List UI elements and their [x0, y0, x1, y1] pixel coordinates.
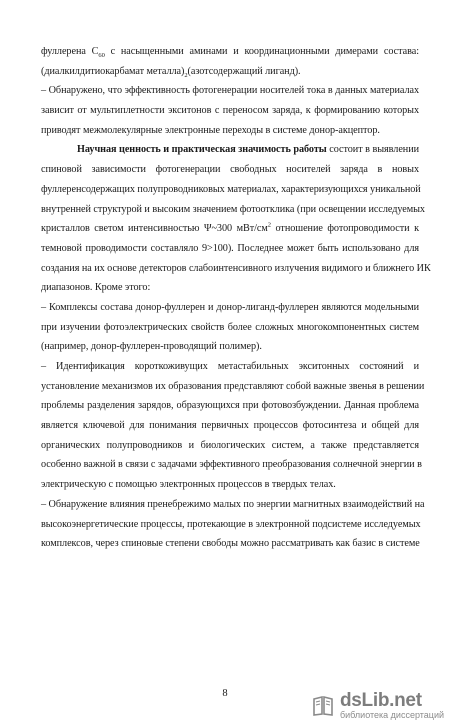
text-run: электрическую с помощью электронных процессов в твердых телах. [41, 479, 336, 491]
text-line [41, 200, 425, 220]
text-line [41, 515, 419, 535]
text-run: фуллеренсодержащих полупроводниковых материалах, характеризующихся уникальной [41, 183, 421, 195]
text-line [41, 259, 431, 279]
text-line [41, 81, 419, 101]
text-run: внутренней структурой и высоким значением фотоотклика (при освещении исследуемых [41, 203, 425, 215]
text-line [41, 219, 419, 239]
watermark [311, 691, 444, 720]
text-run: – Идентификация короткоживущих метастабильных экситонных состояний и [41, 361, 419, 372]
text-run: при изучении фотоэлектрических свойств более сложных многокомпонентных систем [41, 321, 419, 333]
text-line [41, 101, 419, 121]
text-run: создания на их основе детекторов слабоинтенсивного излучения видимого и ближнего ИК [41, 262, 431, 274]
body-text [41, 42, 431, 554]
text-run: зависит от мультиплетности экситонов с переносом заряда, к формированию которых [41, 105, 419, 117]
subscript: 60 [98, 52, 105, 60]
text-line [41, 475, 419, 495]
subscript: 2 [184, 71, 188, 79]
text-run: – Обнаружение влияния пренебрежимо малых по энергии магнитных взаимодействий на [41, 498, 425, 510]
superscript: 2 [267, 221, 271, 229]
text-line [41, 396, 419, 416]
text-run: (диалкилдитиокарбамат металла) [41, 65, 185, 77]
text-run: с насыщенными аминами и координационными димерами состава: [104, 46, 419, 57]
text-run: диапазонов. Кроме этого: [41, 282, 151, 294]
text-run: фуллерена С [41, 46, 99, 57]
text-run: проблемы разделения зарядов, образующихся при фотовозбуждении. Данная проблема [41, 400, 419, 412]
text-line [41, 140, 419, 160]
text-line [41, 298, 419, 318]
text-run: (азотсодержащий лиганд). [187, 65, 301, 77]
text-run: приводят межмолекулярные электронные переходы в системе донор-акцептор. [41, 124, 380, 136]
text-run: кристаллов светом интенсивностью Ψ~300 мВт/см [41, 223, 268, 235]
text-run: является ключевой для понимания первичных процессов фотосинтеза и общей для [41, 420, 419, 432]
text-run: комплексов, через спиновые степени свободы можно рассматривать как базис в системе [41, 538, 420, 550]
text-line [41, 62, 419, 82]
text-line [41, 455, 422, 475]
text-line [41, 416, 419, 436]
text-run: отношение фотопроводимости к [270, 223, 419, 235]
text-line [41, 160, 419, 180]
text-run: высокоэнергетические процессы, протекающие в электронной подсистеме исследуемых [41, 518, 421, 530]
text-run: особенно важной в связи с задачами эффективного преобразования солнечной энергии в [41, 459, 422, 471]
text-line [41, 278, 419, 298]
text-line [41, 436, 419, 456]
text-run: установление механизмов их образования представляют собой важные звенья в решении [41, 380, 425, 392]
text-line [41, 534, 419, 554]
text-line [41, 121, 419, 141]
text-line [41, 357, 419, 377]
text-line [41, 318, 419, 338]
text-line [41, 239, 419, 259]
text-line [41, 42, 419, 62]
text-line [41, 337, 419, 357]
text-run: состоит в выявлении [326, 144, 419, 156]
text-run: – Обнаружено, что эффективность фотогенерации носителей тока в данных материалах [41, 85, 419, 97]
page-number: 8 [222, 688, 228, 699]
text-run: – Комплексы состава донор-фуллерен и донор-лиганд-фуллерен являются модельными [41, 301, 419, 313]
text-run: (например, донор-фуллерен-проводящий полимер). [41, 341, 262, 353]
book-icon [311, 694, 335, 718]
text-run: спиновой зависимости фотогенерации свободных носителей заряда в новых [41, 164, 419, 176]
text-run: органических полупроводников и биологических систем, а также представляется [41, 439, 419, 451]
watermark-brand: dsLib.net [339, 690, 422, 711]
bold-phrase: Научная ценность и практическая значимость работы [77, 144, 327, 156]
watermark-subtitle: библиотека диссертаций [339, 710, 444, 720]
text-line [41, 377, 425, 397]
text-line [41, 495, 425, 515]
text-run: темновой проводимости составляло 9>100). Последнее может быть использовано для [41, 242, 419, 254]
watermark-text [340, 691, 444, 720]
text-line [41, 180, 419, 200]
